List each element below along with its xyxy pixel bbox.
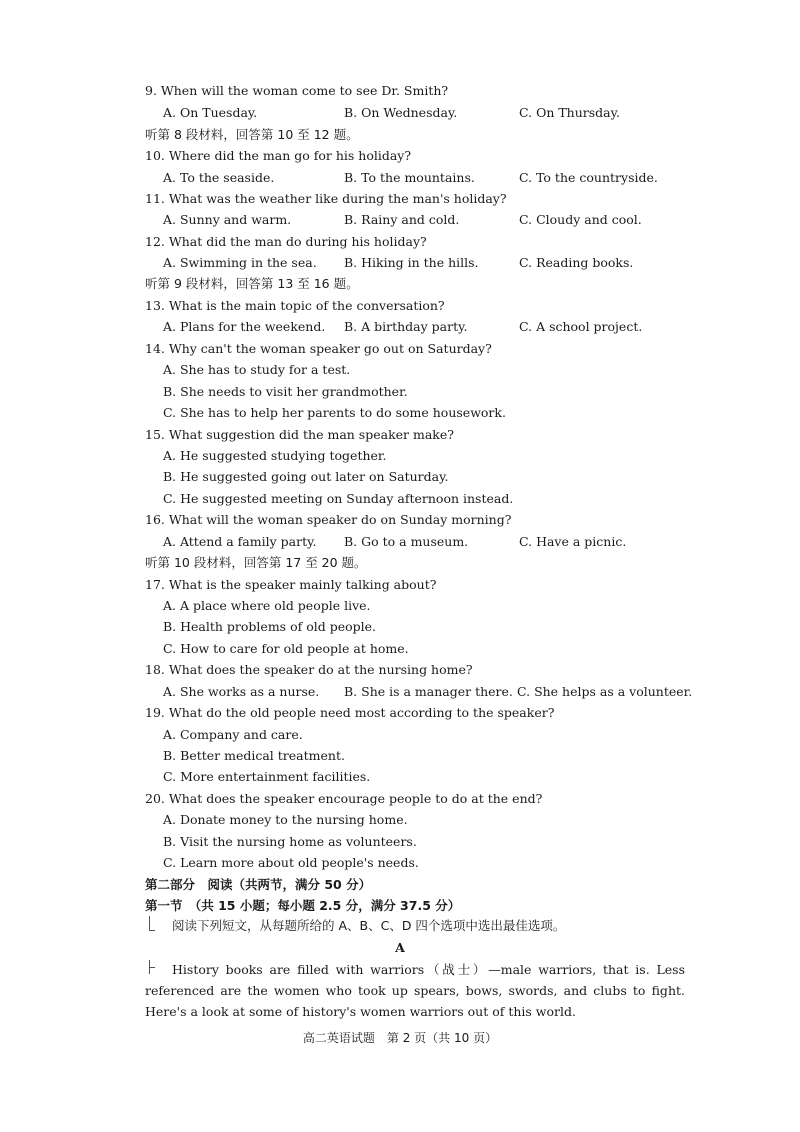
question-15 bbox=[0, 425, 800, 445]
option-a bbox=[0, 360, 800, 380]
option-text: B. Better medical treatment. bbox=[163, 748, 345, 763]
footer-text: 高二英语试题 第 2 页（共 10 页） bbox=[302, 1031, 498, 1045]
option-c: C. She helps as a volunteer. bbox=[517, 684, 693, 699]
question-12-options bbox=[0, 253, 800, 273]
question-14 bbox=[0, 339, 800, 359]
option-c: C. Have a picnic. bbox=[519, 534, 627, 549]
question-stem: 17. What is the speaker mainly talking about? bbox=[145, 577, 437, 592]
option-text: C. More entertainment facilities. bbox=[163, 769, 371, 784]
option-b bbox=[0, 746, 800, 766]
option-c: C. To the countryside. bbox=[519, 170, 658, 185]
option-c bbox=[0, 489, 800, 509]
option-b: B. To the mountains. bbox=[344, 170, 475, 185]
question-13-options bbox=[0, 317, 800, 337]
reading-instruction bbox=[0, 916, 800, 936]
option-b: B. She is a manager there. bbox=[344, 684, 513, 699]
question-stem: 19. What do the old people need most according to the speaker? bbox=[145, 705, 555, 720]
option-a bbox=[0, 596, 800, 616]
option-b: B. On Wednesday. bbox=[344, 105, 458, 120]
question-stem: 13. What is the main topic of the conversation? bbox=[145, 298, 445, 313]
option-c: C. On Thursday. bbox=[519, 105, 620, 120]
option-text: B. She needs to visit her grandmother. bbox=[163, 384, 408, 399]
question-stem: 16. What will the woman speaker do on Sunday morning? bbox=[145, 512, 512, 527]
option-a: A. Swimming in the sea. bbox=[163, 255, 317, 270]
option-text: C. Learn more about old people's needs. bbox=[163, 855, 419, 870]
option-b bbox=[0, 617, 800, 637]
option-text: B. He suggested going out later on Saturday. bbox=[163, 469, 449, 484]
question-16-options bbox=[0, 532, 800, 552]
question-11-options bbox=[0, 210, 800, 230]
question-stem: 11. What was the weather like during the man's holiday? bbox=[145, 191, 507, 206]
section-text: 听第 10 段材料，回答第 17 至 20 题。 bbox=[145, 555, 367, 570]
option-b bbox=[0, 832, 800, 852]
passage-letter bbox=[0, 938, 800, 958]
option-c bbox=[0, 853, 800, 873]
question-9-options bbox=[0, 103, 800, 123]
option-text: A. Donate money to the nursing home. bbox=[163, 812, 408, 827]
passage-paragraph: History books are filled with warriors（战士）—male warriors, that is. Less referenced are the women who took up spears, bows, swords, and clubs to fight. Here's a look at some of history's women warriors out of this world. bbox=[145, 962, 685, 1019]
section-heading-text: 第一节 （共 15 小题；每小题 2.5 分，满分 37.5 分） bbox=[145, 898, 461, 913]
option-c: C. Cloudy and cool. bbox=[519, 212, 642, 227]
passage-letter-text: A bbox=[395, 940, 405, 955]
section-instruction bbox=[0, 553, 800, 573]
question-9 bbox=[0, 81, 800, 101]
option-b: B. Go to a museum. bbox=[344, 534, 469, 549]
option-text: C. How to care for old people at home. bbox=[163, 641, 409, 656]
question-stem: 10. Where did the man go for his holiday? bbox=[145, 148, 412, 163]
question-10 bbox=[0, 146, 800, 166]
option-text: C. He suggested meeting on Sunday afternoon instead. bbox=[163, 491, 514, 506]
part-heading-text: 第二部分 阅读（共两节，满分 50 分） bbox=[145, 877, 372, 892]
question-stem: 14. Why can't the woman speaker go out on Saturday? bbox=[145, 341, 492, 356]
option-c bbox=[0, 403, 800, 423]
option-text: A. Company and care. bbox=[163, 727, 303, 742]
option-b: B. Hiking in the hills. bbox=[344, 255, 479, 270]
question-16 bbox=[0, 510, 800, 530]
option-a: A. Plans for the weekend. bbox=[163, 319, 326, 334]
option-a: A. She works as a nurse. bbox=[163, 684, 320, 699]
question-17 bbox=[0, 575, 800, 595]
section-text: 听第 9 段材料，回答第 13 至 16 题。 bbox=[145, 276, 359, 291]
option-a bbox=[0, 725, 800, 745]
question-stem: 15. What suggestion did the man speaker make? bbox=[145, 427, 454, 442]
section-instruction bbox=[0, 274, 800, 294]
option-text: A. He suggested studying together. bbox=[163, 448, 387, 463]
question-stem: 18. What does the speaker do at the nursing home? bbox=[145, 662, 473, 677]
option-a bbox=[0, 810, 800, 830]
part-heading bbox=[0, 875, 800, 895]
question-20 bbox=[0, 789, 800, 809]
question-stem: 9. When will the woman come to see Dr. Smith? bbox=[145, 83, 449, 98]
option-text: B. Health problems of old people. bbox=[163, 619, 376, 634]
question-stem: 12. What did the man do during his holiday? bbox=[145, 234, 427, 249]
option-text: A. She has to study for a test. bbox=[163, 362, 351, 377]
section-instruction bbox=[0, 125, 800, 145]
option-text: B. Visit the nursing home as volunteers. bbox=[163, 834, 417, 849]
question-10-options bbox=[0, 168, 800, 188]
option-c bbox=[0, 767, 800, 787]
option-c: C. A school project. bbox=[519, 319, 643, 334]
question-11 bbox=[0, 189, 800, 209]
option-a: A. On Tuesday. bbox=[163, 105, 258, 120]
question-18 bbox=[0, 660, 800, 680]
section-text: 听第 8 段材料，回答第 10 至 12 题。 bbox=[145, 127, 359, 142]
option-c bbox=[0, 639, 800, 659]
option-a bbox=[0, 446, 800, 466]
option-a: A. Attend a family party. bbox=[163, 534, 317, 549]
question-19 bbox=[0, 703, 800, 723]
option-a: A. Sunny and warm. bbox=[163, 212, 292, 227]
question-12 bbox=[0, 232, 800, 252]
option-c: C. Reading books. bbox=[519, 255, 634, 270]
option-b: B. Rainy and cold. bbox=[344, 212, 460, 227]
section-heading bbox=[0, 896, 800, 916]
question-13 bbox=[0, 296, 800, 316]
option-b bbox=[0, 382, 800, 402]
option-b: B. A birthday party. bbox=[344, 319, 468, 334]
question-18-options bbox=[0, 682, 800, 702]
question-stem: 20. What does the speaker encourage people to do at the end? bbox=[145, 791, 543, 806]
page-footer bbox=[0, 1028, 800, 1048]
option-text: C. She has to help her parents to do some housework. bbox=[163, 405, 506, 420]
option-a: A. To the seaside. bbox=[163, 170, 275, 185]
option-b bbox=[0, 467, 800, 487]
instruction-text: 阅读下列短文，从每题所给的 A、B、C、D 四个选项中选出最佳选项。 bbox=[172, 918, 566, 933]
option-text: A. A place where old people live. bbox=[163, 598, 371, 613]
